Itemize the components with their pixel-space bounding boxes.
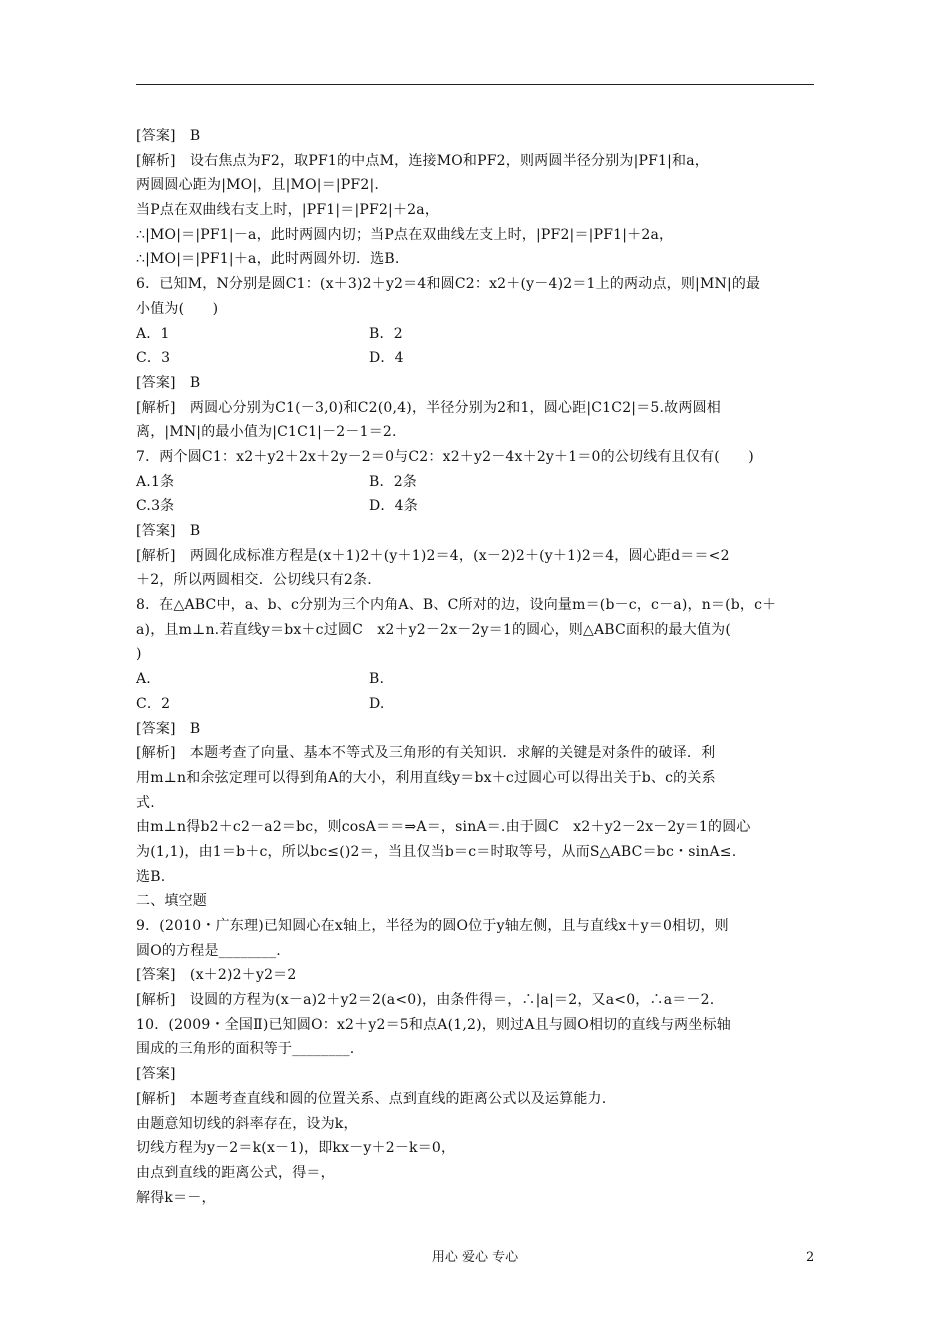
text-line: 8．在△ABC中，a、b、c分别为三个内角A、B、C所对的边，设向量m＝(b－c，c－a)，n＝(b，c＋ [136,597,777,614]
text-line: [解析] 两圆心分别为C1(－3,0)和C2(0,4)，半径分别为2和1，圆心距|C1C2|＝5.故两圆相 [136,399,721,416]
text-line: 当P点在双曲线右支上时，|PF1|＝|PF2|＋2a， [136,202,440,219]
text-line: [答案] [136,1066,176,1083]
text-line: ∴|MO|＝|PF1|＋a，此时两圆外切．选B. [136,251,400,268]
text-line: [解析] 本题考查了向量、基本不等式及三角形的有关知识．求解的关键是对条件的破译．利 [136,745,716,762]
text-line: ∴|MO|＝|PF1|－a，此时两圆内切；当P点在双曲线左支上时，|PF2|＝|PF1|＋2a， [136,226,674,243]
choice-option: C．3 [136,350,171,367]
choice-option: B．2条 [369,473,417,490]
text-line: 6．已知M，N分别是圆C1：(x＋3)2＋y2＝4和圆C2：x2＋(y－4)2＝1上的两动点，则|MN|的最 [136,276,761,293]
choice-option: A．1 [136,325,170,342]
text-line: a)，且m⊥n.若直线y＝bx＋c过圆C x2＋y2－2x－2y＝1的圆心，则△ABC面积的最大值为( [136,621,731,638]
text-line: [答案] (x＋2)2＋y2＝2 [136,967,297,984]
choice-row [136,322,816,347]
choice-row [136,692,816,717]
header-rule [136,84,814,85]
footer-slogan: 用心 爱心 专心 [431,1250,519,1265]
text-line: [答案] B [136,523,201,539]
text-line: 为(1,1)，由1＝b＋c，所以bc≤()2＝，当且仅当b＝c＝时取等号，从而S△ABC＝bc・sinA≤. [136,843,737,860]
text-line: 由题意知切线的斜率存在，设为k， [136,1115,358,1132]
document-body [136,124,816,1210]
choice-option: B. [369,671,385,688]
text-line: 用m⊥n和余弦定理可以得到角A的大小，利用直线y＝bx＋c过圆心可以得出关于b、c的关系 [136,769,716,786]
text-line: 10．(2009・全国Ⅱ)已知圆O：x2＋y2＝5和点A(1,2)，则过A且与圆O相切的直线与两坐标轴 [136,1016,731,1033]
choice-option: B．2 [369,325,403,342]
text-line: [答案] B [136,128,201,144]
choice-option: C．2 [136,695,171,712]
page-number: 2 [806,1250,815,1265]
choice-row [136,346,816,371]
text-line: [解析] 设圆的方程为(x－a)2＋y2＝2(a<0)，由条件得＝，∴|a|＝2，又a<0，∴a＝－2. [136,992,715,1009]
text-line: 解得k＝－， [136,1189,216,1206]
choice-option: D. [369,695,385,712]
text-line: 式. [136,794,155,811]
text-line: [解析] 本题考查直线和圆的位置关系、点到直线的距离公式以及运算能力. [136,1090,607,1107]
choice-option: D．4 [369,350,404,367]
choice-option: A. [136,671,151,688]
choice-option: C.3条 [136,498,175,515]
choice-row [136,494,816,519]
text-line: 切线方程为y－2＝k(x－1)，即kx－y＋2－k＝0， [136,1140,456,1157]
text-line: 二、填空题 [136,893,207,910]
text-line: 两圆圆心距为|MO|，且|MO|＝|PF2|. [136,177,380,194]
text-line: ＋2，所以两圆相交．公切线只有2条. [136,572,372,589]
choice-option: A.1条 [136,473,175,490]
choice-option: D．4条 [369,498,418,515]
text-line: [解析] 两圆化成标准方程是(x＋1)2＋(y＋1)2＝4，(x－2)2＋(y＋1)2＝4，圆心距d＝＝<2 [136,547,730,564]
text-line: [答案] B [136,374,201,391]
text-line: 小值为( ) [136,300,219,317]
text-line: 圆O的方程是________. [136,942,281,959]
choice-row [136,667,816,692]
choice-row [136,470,816,495]
text-line: [解析] 设右焦点为F2，取PF1的中点M，连接MO和PF2，则两圆半径分别为|PF1|和a， [136,152,709,169]
text-line: 围成的三角形的面积等于________. [136,1041,355,1058]
text-line: 由m⊥n得b2＋c2－a2＝bc，则cosA＝＝⇒A＝，sinA＝.由于圆C x2＋y2－2x－2y＝1的圆心 [136,819,751,836]
text-line: [答案] B [136,720,201,737]
text-line: 选B. [136,868,166,885]
text-line: 离，|MN|的最小值为|C1C1|－2－1＝2. [136,424,397,441]
text-line: 9．(2010・广东理)已知圆心在x轴上，半径为的圆O位于y轴左侧，且与直线x＋y＝0相切，则 [136,918,729,934]
page-footer [0,1248,950,1268]
text-line: ) [136,646,142,663]
text-line: 由点到直线的距离公式，得＝， [136,1164,335,1181]
text-line: 7．两个圆C1：x2＋y2＋2x＋2y－2＝0与C2：x2＋y2－4x＋2y＋1＝0的公切线有且仅有( ) [136,448,754,465]
